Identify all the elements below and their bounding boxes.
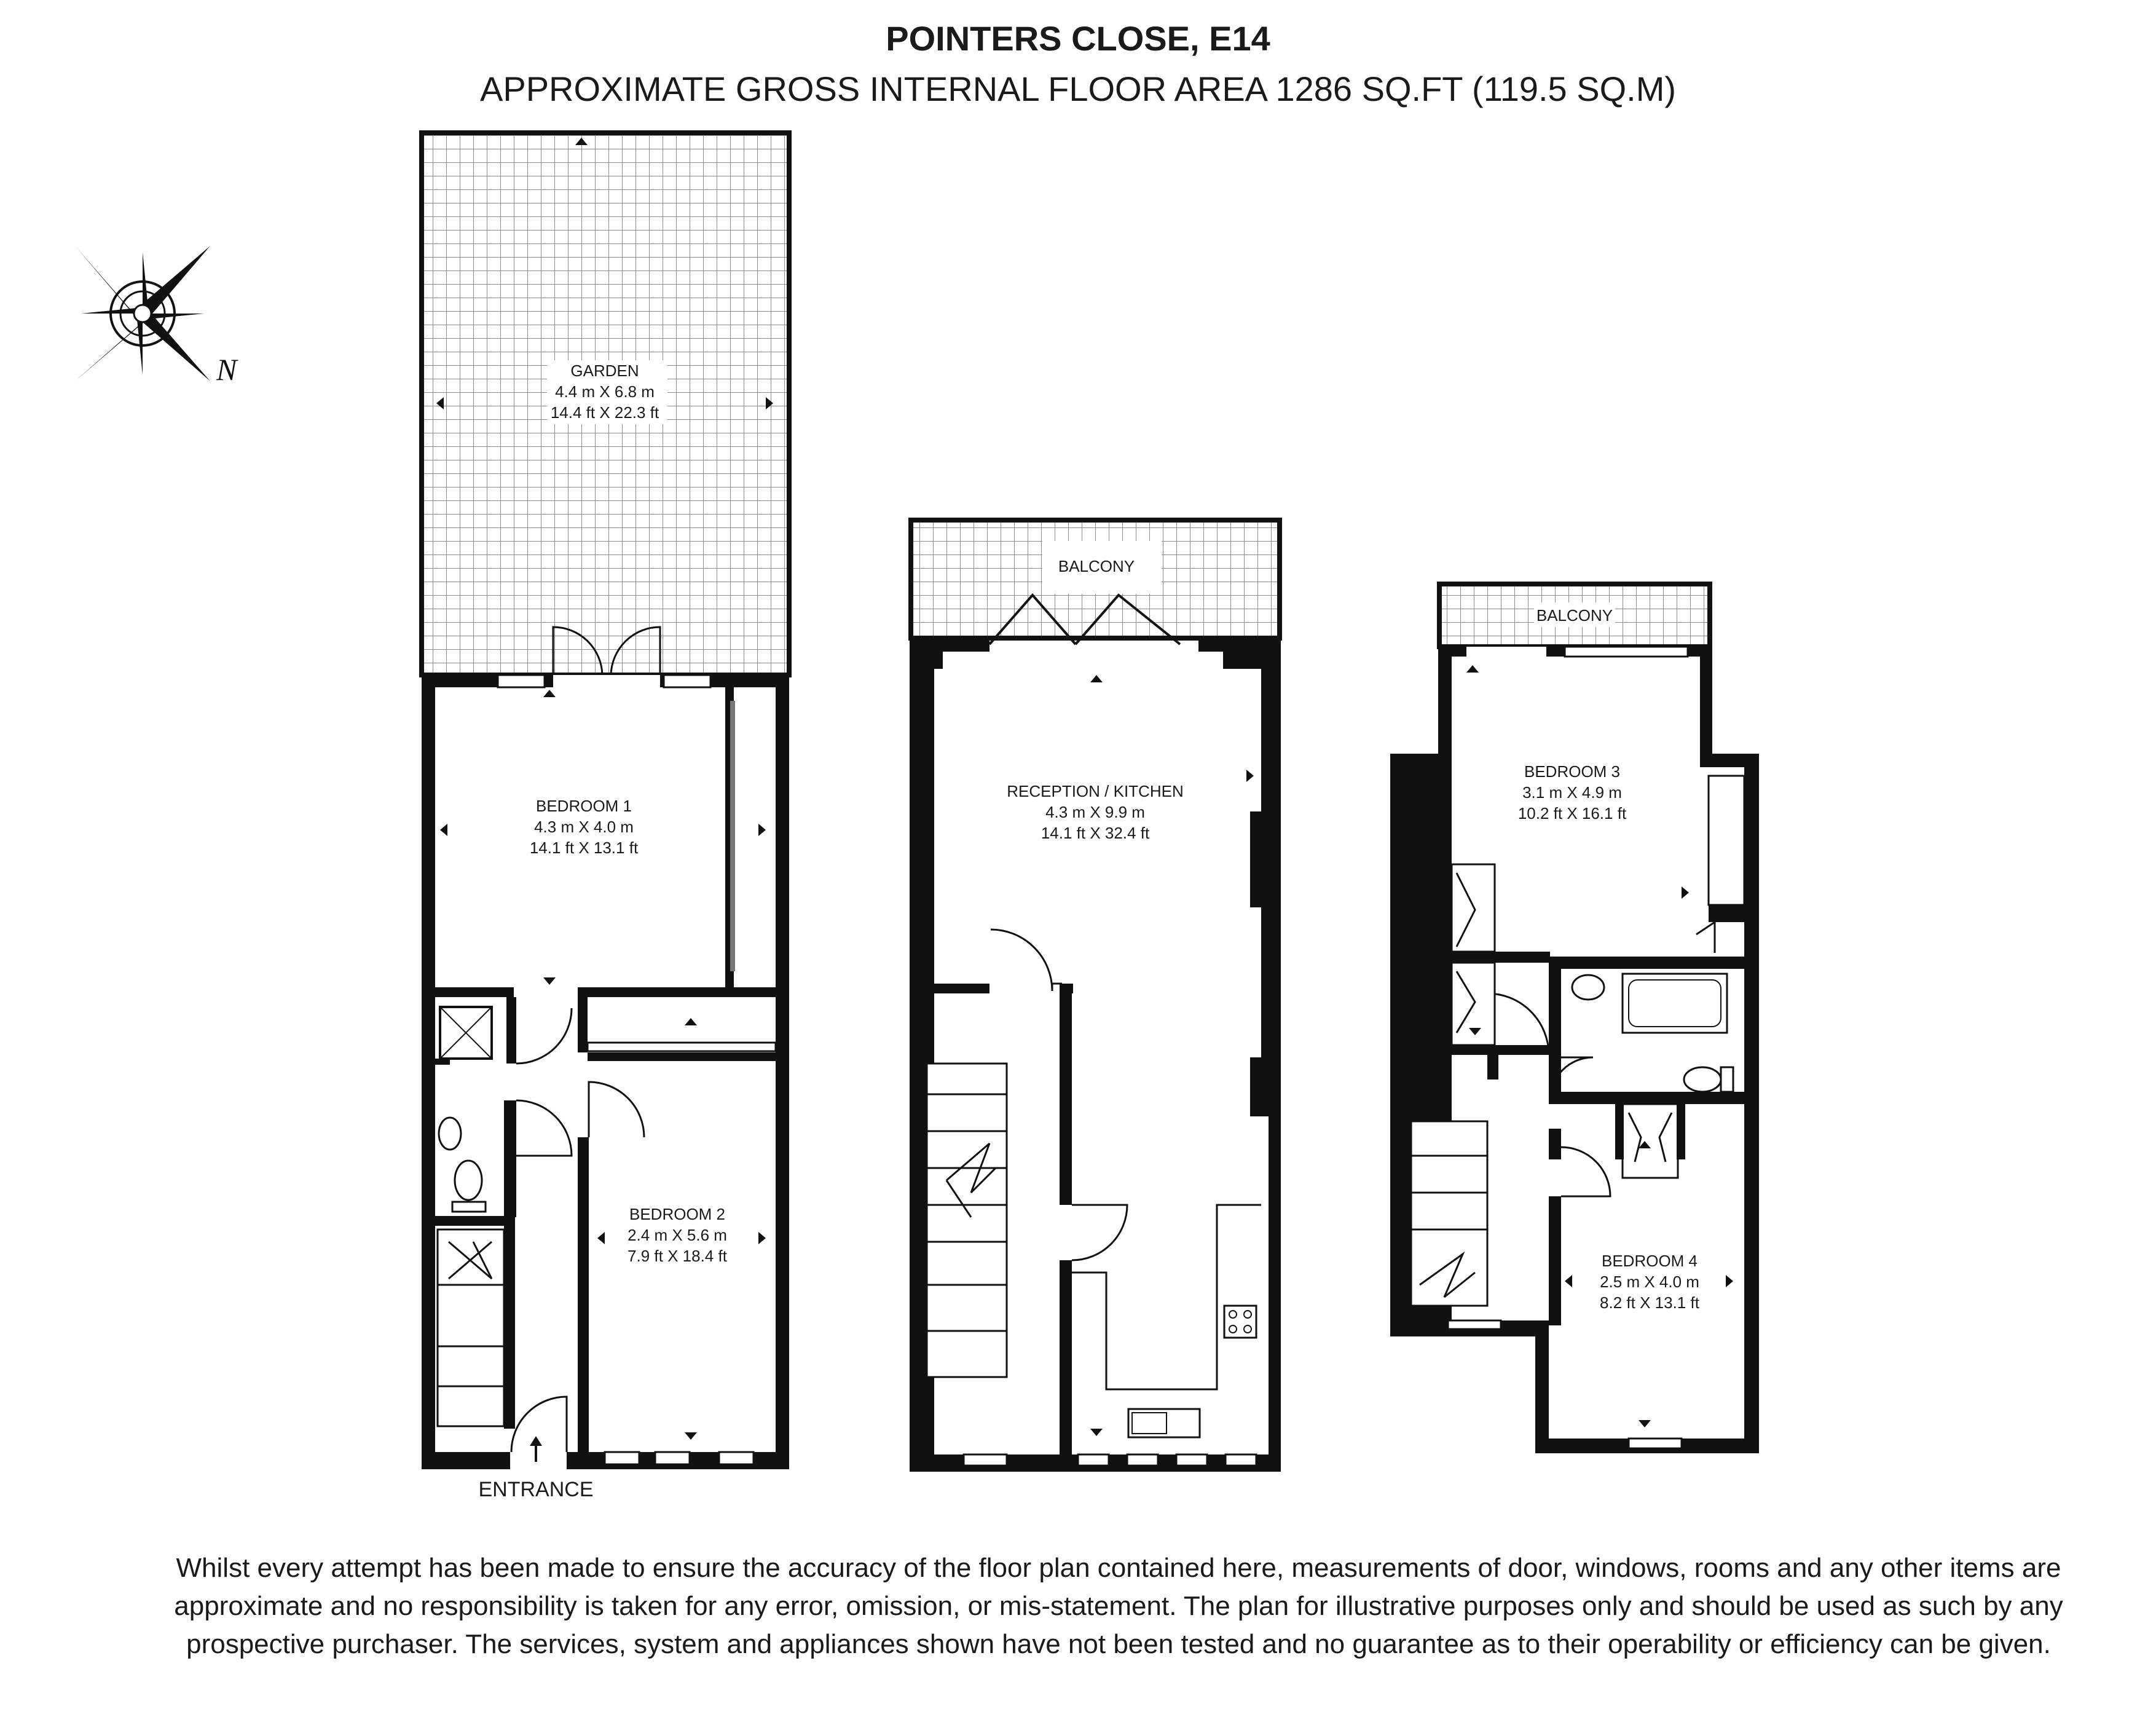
balcony2-label bbox=[1534, 602, 1615, 627]
garden-metric: 4.4 m X 6.8 m bbox=[555, 382, 655, 401]
bedroom1-label bbox=[530, 797, 639, 857]
bedroom3-metric: 3.1 m X 4.9 m bbox=[1522, 783, 1622, 802]
bedroom4-label bbox=[1600, 1252, 1700, 1312]
reception-imperial: 14.1 ft X 32.4 ft bbox=[1041, 824, 1150, 842]
bedroom1-name: BEDROOM 1 bbox=[535, 797, 632, 815]
reception-name: RECEPTION / KITCHEN bbox=[1007, 782, 1184, 800]
entrance-label: ENTRANCE bbox=[478, 1478, 594, 1501]
reception-label bbox=[1007, 782, 1183, 842]
bedroom4-metric: 2.5 m X 4.0 m bbox=[1600, 1273, 1699, 1291]
bedroom4-name: BEDROOM 4 bbox=[1601, 1252, 1698, 1270]
first-floor bbox=[910, 520, 1281, 1472]
reception-metric: 4.3 m X 9.9 m bbox=[1045, 803, 1145, 821]
garden-name: GARDEN bbox=[570, 361, 639, 380]
floor-area-subtitle: APPROXIMATE GROSS INTERNAL FLOOR AREA 1286 SQ.FT (119.5 SQ.M) bbox=[479, 69, 1677, 108]
bedroom1-imperial: 14.1 ft X 13.1 ft bbox=[529, 839, 639, 857]
bedroom2-name: BEDROOM 2 bbox=[629, 1205, 726, 1223]
north-label: N bbox=[216, 352, 237, 387]
bedroom2-metric: 2.4 m X 5.6 m bbox=[628, 1226, 727, 1244]
balcony2-name: BALCONY bbox=[1536, 606, 1613, 625]
bedroom3-name: BEDROOM 3 bbox=[1524, 762, 1621, 781]
bedroom3-imperial: 10.2 ft X 16.1 ft bbox=[1517, 804, 1627, 823]
balcony1-name: BALCONY bbox=[1058, 557, 1135, 575]
plan-title: POINTERS CLOSE, E14 bbox=[886, 19, 1270, 58]
disclaimer-text: Whilst every attempt has been made to ensure the accuracy of the floor plan contained here, measurements of door, windows, rooms and any other items are approximate and no responsibility is taken for any error, omission, or mis-statement. The plan for illustrative purposes only and should be used as such by any prospective purchaser. The services, system and appliances shown have not been tested and no guarantee as to their operability or efficiency can be given. bbox=[174, 1553, 2063, 1659]
garden-imperial: 14.4 ft X 22.3 ft bbox=[550, 403, 659, 422]
garden-label bbox=[547, 360, 667, 424]
bedroom4-imperial: 8.2 ft X 13.1 ft bbox=[1600, 1293, 1699, 1312]
compass-rose-icon bbox=[75, 246, 210, 381]
bedroom1-metric: 4.3 m X 4.0 m bbox=[534, 818, 634, 836]
second-floor bbox=[1390, 584, 1759, 1453]
bedroom2-label bbox=[628, 1205, 728, 1265]
bedroom2-imperial: 7.9 ft X 18.4 ft bbox=[628, 1247, 727, 1265]
bedroom3-label bbox=[1518, 762, 1627, 823]
